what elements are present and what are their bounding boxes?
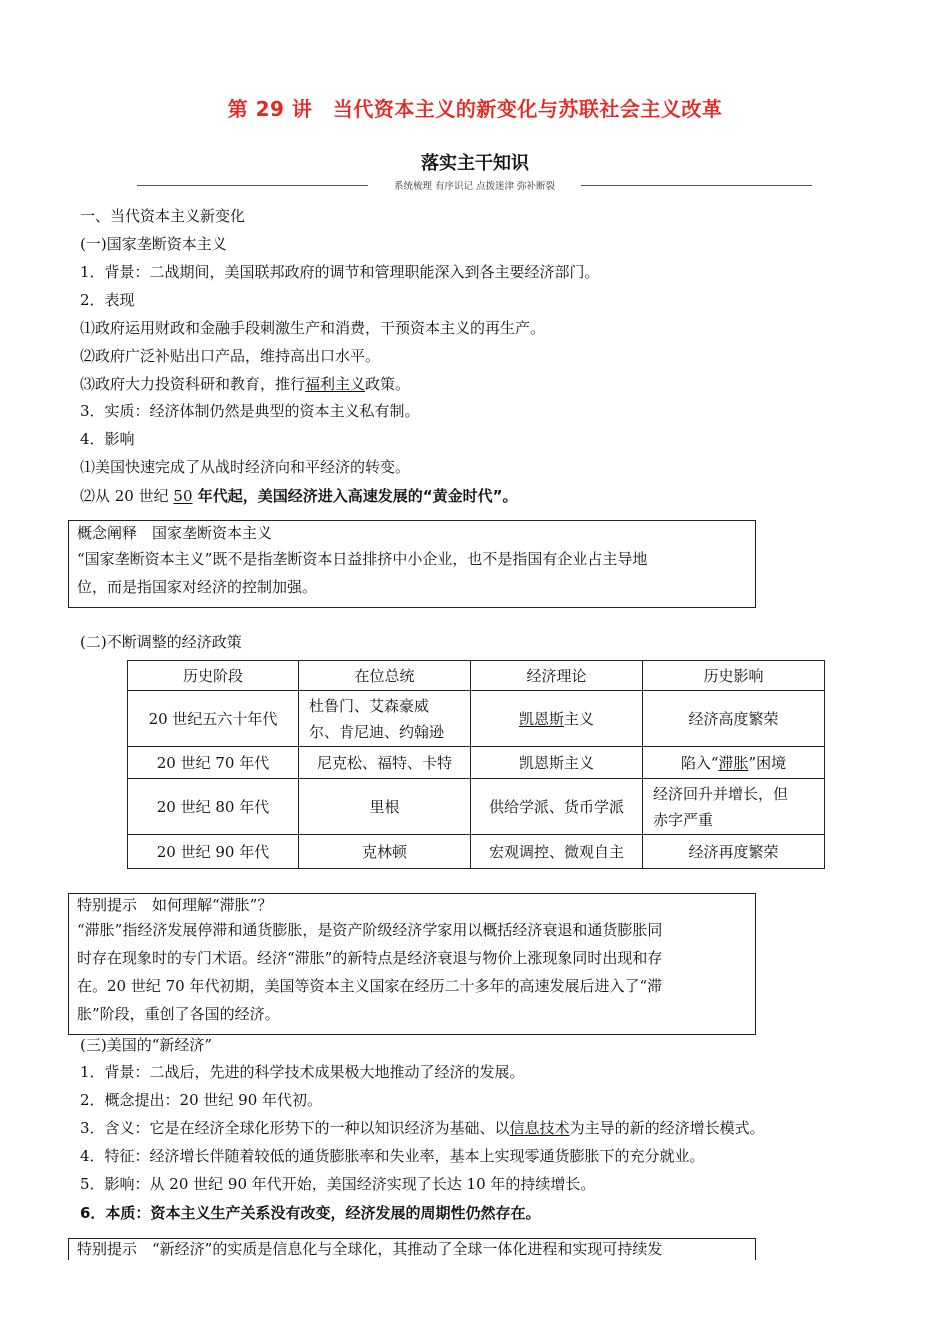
tip-box-line: “滞胀”指经济发展停滞和通货膨胀，是资产阶级经济学家用以概括经济衰退和通货膨胀同 [77, 921, 663, 939]
part1-m1: ⑴政府运用财政和金融手段刺激生产和消费，干预资本主义的再生产。 [80, 319, 546, 337]
table-header: 历史阶段 [128, 661, 299, 691]
m3-underlined: 福利主义 [305, 375, 366, 393]
table-header: 历史影响 [643, 661, 825, 691]
cell-text: 陷入“ [680, 753, 719, 772]
part3-p4: 4．特征：经济增长伴随着较低的通货膨胀率和失业率，基本上实现零通货膨胀下的充分就业。 [80, 1147, 705, 1165]
part1-background: 1．背景：二战期间，美国联邦政府的调节和管理职能深入到各主要经济部门。 [80, 263, 600, 281]
section-subtitle: 系统梳理 有序识记 点拨迷津 弥补断裂 [393, 181, 556, 192]
tip-box-line: 胀”阶段，重创了各国的经济。 [77, 1005, 280, 1023]
part3-p6: 6．本质：资本主义生产关系没有改变，经济发展的周期性仍然存在。 [80, 1204, 541, 1222]
table-cell: 20 世纪 80 年代 [128, 779, 299, 835]
i2-post: 年代起，美国经济进入高速发展的“黄金时代”。 [192, 487, 518, 505]
table-cell: 经济高度繁荣 [643, 691, 825, 747]
divider-right [581, 185, 812, 186]
tip-box-2 [68, 1238, 756, 1260]
cell-text: 主义 [564, 709, 595, 728]
table-cell [471, 691, 643, 747]
cell-underlined: 凯恩斯 [518, 709, 564, 728]
p3-post: 为主导的新的经济增长模式。 [569, 1119, 765, 1137]
table-row [128, 691, 825, 747]
table-row [128, 835, 825, 869]
table-row [128, 779, 825, 835]
p3-pre: 3．含义：它是在经济全球化形势下的一种以知识经济为基础、以 [80, 1119, 510, 1137]
table-cell [299, 691, 471, 747]
table-cell: 经济再度繁荣 [643, 835, 825, 869]
table-cell: 克林顿 [299, 835, 471, 869]
i2-pre: ⑵从 20 世纪 [80, 487, 174, 505]
concept-box [68, 520, 756, 608]
table-row [128, 747, 825, 779]
tip-box-line: 时存在现象时的专门术语。经济“滞胀”的新特点是经济衰退与物价上涨现象同时出现和存 [77, 949, 663, 967]
part1-m3 [80, 374, 410, 394]
cell-line: 赤字严重 [653, 810, 714, 829]
part1-i2 [80, 486, 517, 506]
part1-manifest-head: 2．表现 [80, 291, 135, 309]
tip-box-2-line: 特别提示 “新经济”的实质是信息化与全球化，其推动了全球一体化进程和实现可持续发 [77, 1240, 663, 1258]
table-header: 在位总统 [299, 661, 471, 691]
part1-i1: ⑴美国快速完成了从战时经济向和平经济的转变。 [80, 458, 411, 476]
cell-line: 杜鲁门、艾森豪威 [309, 696, 430, 715]
cell-line: 经济回升并增长，但 [653, 784, 789, 803]
p3-underlined: 信息技术 [509, 1119, 570, 1137]
part1-essence: 3．实质：经济体制仍然是典型的资本主义私有制。 [80, 402, 420, 420]
concept-box-line2: “国家垄断资本主义”既不是指垄断资本日益排挤中小企业，也不是指国有企业占主导地 [77, 550, 648, 568]
part3-sub3: (三)美国的“新经济” [80, 1036, 213, 1054]
concept-box-title: 概念阐释 国家垄断资本主义 [77, 524, 273, 542]
part3-p2: 2．概念提出：20 世纪 90 年代初。 [80, 1091, 323, 1109]
section-header: 落实主干知识 [421, 153, 529, 174]
table-cell: 里根 [299, 779, 471, 835]
part1-impact-head: 4．影响 [80, 430, 135, 448]
table-cell: 20 世纪 70 年代 [128, 747, 299, 779]
table-cell [643, 779, 825, 835]
divider-left [137, 185, 368, 186]
table-header: 经济理论 [471, 661, 643, 691]
policy-table [127, 660, 825, 869]
page-title: 第 29 讲 当代资本主义的新变化与苏联社会主义改革 [227, 97, 723, 121]
cell-underlined: 滞胀 [718, 753, 749, 772]
cell-text: ”困境 [748, 753, 787, 772]
m3-pre: ⑶政府大力投资科研和教育，推行 [80, 375, 306, 393]
table-cell: 20 世纪五六十年代 [128, 691, 299, 747]
tip-box [68, 893, 756, 1035]
part3-p1: 1．背景：二战后，先进的科学技术成果极大地推动了经济的发展。 [80, 1063, 525, 1081]
table-cell: 凯恩斯主义 [471, 747, 643, 779]
part2-sub2: (二)不断调整的经济政策 [80, 633, 242, 651]
tip-box-line: 在。20 世纪 70 年代初期，美国等资本主义国家在经历二十多年的高速发展后进入了“滞 [77, 977, 663, 995]
part1-heading: 一、当代资本主义新变化 [80, 207, 246, 225]
table-cell: 尼克松、福特、卡特 [299, 747, 471, 779]
table-cell: 供给学派、货币学派 [471, 779, 643, 835]
table-cell: 宏观调控、微观自主 [471, 835, 643, 869]
tip-box-title: 特别提示 如何理解“滞胀”？ [77, 896, 273, 914]
part3-p3 [80, 1118, 765, 1138]
part1-sub1: (一)国家垄断资本主义 [80, 235, 227, 253]
table-cell [643, 747, 825, 779]
i2-underlined: 50 [173, 487, 193, 505]
table-header-row [128, 661, 825, 691]
concept-box-line3: 位，而是指国家对经济的控制加强。 [77, 578, 318, 596]
part1-m2: ⑵政府广泛补贴出口产品，维持高出口水平。 [80, 347, 381, 365]
cell-line: 尔、肯尼迪、约翰逊 [309, 722, 445, 741]
part3-p5: 5．影响：从 20 世纪 90 年代开始，美国经济实现了长达 10 年的持续增长。 [80, 1175, 596, 1193]
m3-post: 政策。 [365, 375, 411, 393]
table-cell: 20 世纪 90 年代 [128, 835, 299, 869]
